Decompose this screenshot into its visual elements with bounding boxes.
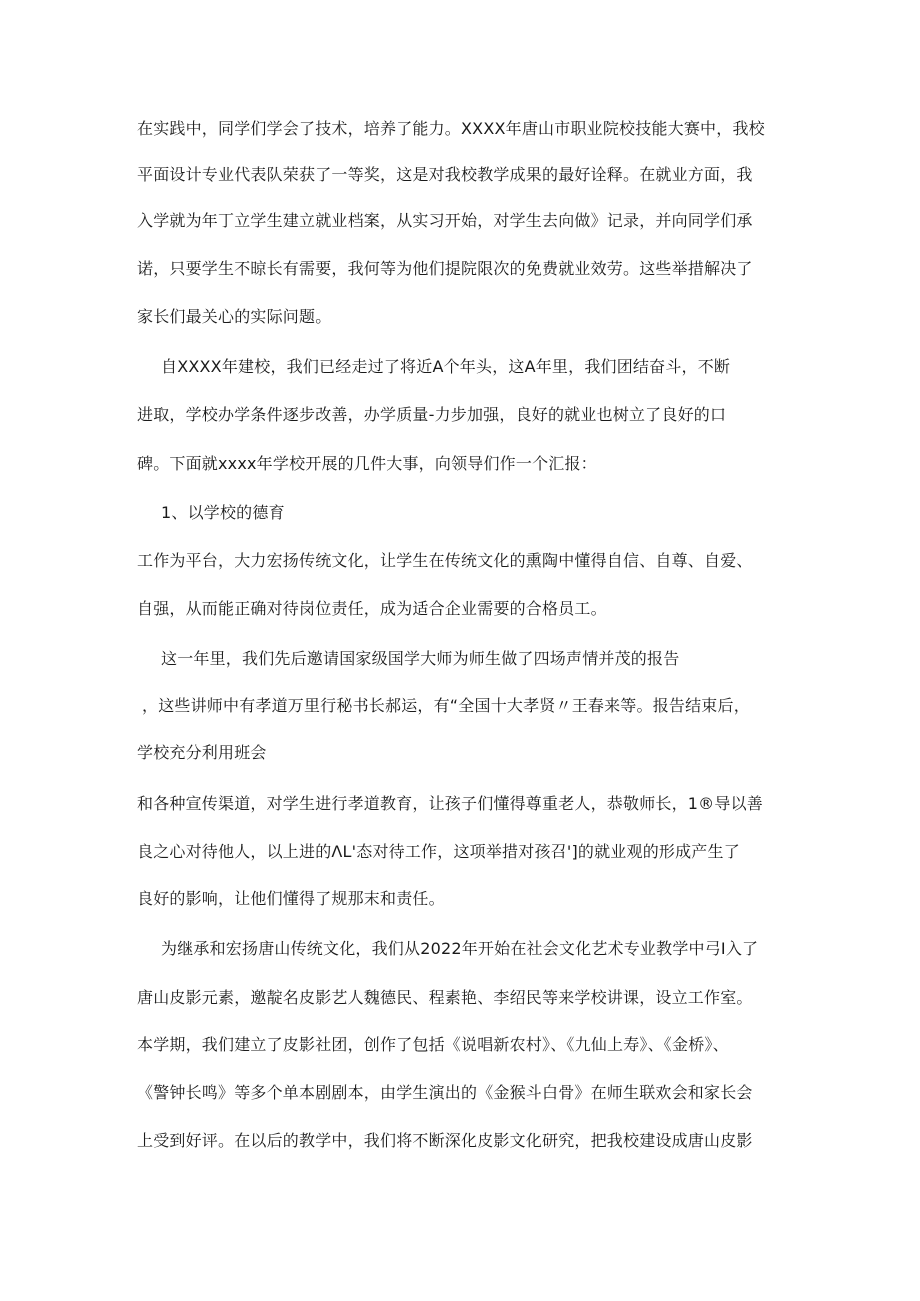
text-line-4: 诺，只要学生不晾长有需要，我何等为他们提院限次的免费就业效劳。这些举措解决了 [137, 259, 753, 278]
text-line-6: 自XXXX年建校，我们已经走过了将近A个年头，这A年里，我们团结奋斗，不断 [161, 357, 731, 376]
text-line-11: 自强，从而能正确对待岗位责任，成为适合企业需要的合格员工。 [137, 599, 607, 618]
text-line-9: 1、以学校的德育 [161, 503, 285, 522]
text-line-16: 良之心对待他人，以上进的ΛL'态对待工作，这项举措对孩召']的就业观的形成产生了 [137, 842, 740, 861]
text-line-17: 良好的影响，让他们懂得了规那末和责任。 [137, 889, 445, 908]
text-line-8: 碑。下面就xxxx年学校开展的几件大事，向领导们作一个汇报： [137, 454, 597, 473]
text-line-7: 进取，学校办学条件逐步改善，办学质量-力步加强，良好的就业也树立了良好的口 [137, 405, 727, 424]
text-line-21: 《警钟长鸣》等多个单本剧剧本，由学生演出的《金猴斗白骨》在师生联欢会和家长会 [137, 1083, 753, 1102]
text-line-19: 唐山皮影元素，邀靛名皮影艺人魏德民、程素艳、李绍民等来学校讲课，设立工作室。 [137, 988, 753, 1007]
text-line-20: 本学期，我们建立了皮影社团，创作了包括《说唱新农村》、《九仙上寿》、《金桥》、 [137, 1035, 729, 1054]
text-line-22: 上受到好评。在以后的教学中，我们将不断深化皮影文化研究，把我校建设成唐山皮影 [137, 1131, 753, 1150]
text-line-2: 平面设计专业代表队荣获了一等奖，这是对我校教学成果的最好诠释。在就业方面，我 [137, 165, 753, 184]
text-line-15: 和各种宣传渠道，对学生进行孝道教育，让孩子们懂得尊重老人，恭敬师长，1®导以善 [137, 794, 763, 813]
text-line-1: 在实践中，同学们学会了技术，培养了能力。XXXX年唐山市职业院校技能大赛中，我校 [137, 119, 765, 138]
text-line-12: 这一年里，我们先后邀请国家级国学大师为师生做了四场声情并茂的报告 [161, 649, 680, 668]
text-line-14: 学校充分利用班会 [137, 743, 267, 762]
text-line-3: 入学就为年丁立学生建立就业档案，从实习开始，对学生去向做》记录，并向同学们承 [137, 211, 753, 230]
text-line-13: ，这些讲师中有孝道万里行秘书长郝运，有“全国十大孝贤〃王春来等。报告结束后， [142, 696, 750, 715]
text-line-10: 工作为平台，大力宏扬传统文化，让学生在传统文化的熏陶中懂得自信、自尊、自爱、 [137, 551, 753, 570]
text-line-18: 为继承和宏扬唐山传统文化，我们从2022年开始在社会文化艺术专业教学中弓I入了 [161, 939, 759, 958]
text-line-5: 家长们最关心的实际问题。 [137, 307, 332, 326]
